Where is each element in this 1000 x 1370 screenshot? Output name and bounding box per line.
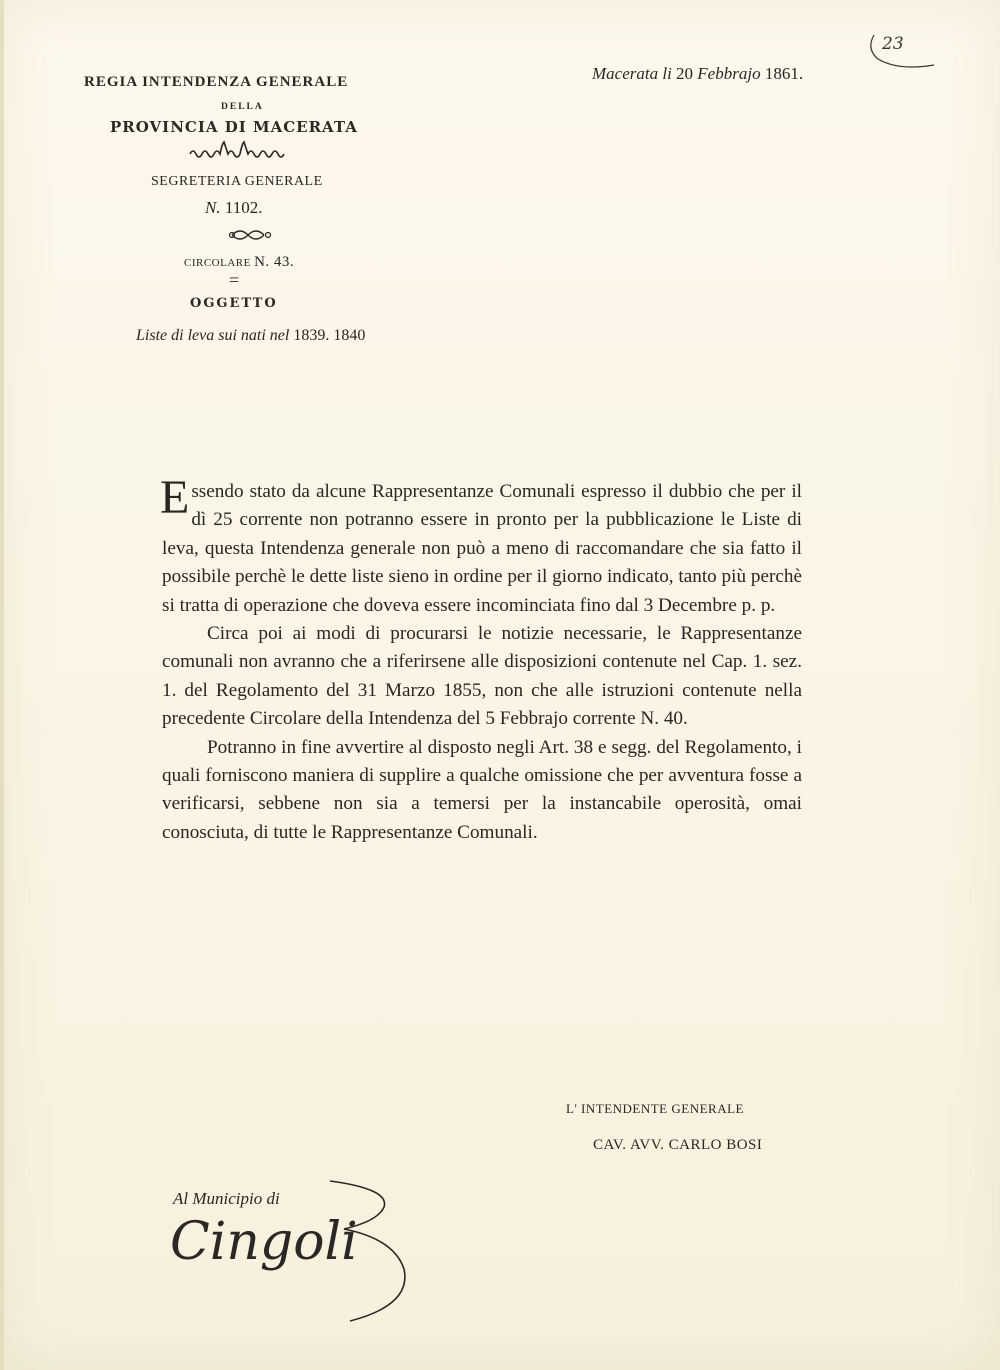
paragraph-1-text: ssendo stato da alcune Rappresentanze Comunali espresso il dubbio che per il dì 25 corrente non potranno essere in pronto per la pubblicazione le Liste di leva, questa Intendenza generale non può a meno di raccomandare che sia fatto il possibile perchè le dette liste sieno in ordine per il giorno indicato, tanto più perchè si tratta di operazione che doveva essere incominciata fino dal 3 Decembre p. p. (162, 481, 802, 616)
signatory-name: CAV. AVV. CARLO BOSI (593, 1137, 763, 1153)
handwritten-municipality: Cingoli (170, 1212, 358, 1272)
date-place: Macerata li (592, 64, 672, 83)
paragraph-1 (160, 471, 802, 620)
secretariat-label: SEGRETERIA GENERALE (151, 174, 323, 189)
subject-line (136, 327, 365, 345)
protocol-number (205, 198, 262, 218)
subject-text: Liste di leva sui nati nel (136, 327, 290, 344)
addressee-label: Al Municipio di (173, 1189, 280, 1208)
circular-label: CIRCOLARE (184, 257, 251, 269)
protocol-number-value: 1102. (224, 198, 263, 217)
signatory-role: L' INTENDENTE GENERALE (566, 1101, 744, 1116)
paragraph-2: Circa poi ai modi di procurarsi le notizie necessarie, le Rappresentanze comunali non avranno che a riferirsene alle disposizioni contenute nel Cap. 1. sez. 1. del Regolamento del 31 Marzo 1855, non che alle istruzioni contenute nella precedente Circolare della Intendenza del 5 Febbrajo corrente N. 40. (162, 623, 802, 730)
separator-equals: = (229, 270, 240, 290)
issuer-title: REGIA INTENDENZA GENERALE (84, 74, 349, 90)
scroll-ornament (228, 226, 272, 244)
issuer-province: PROVINCIA DI MACERATA (110, 118, 358, 136)
date-line (592, 64, 803, 84)
subject-years: 1839. 1840 (293, 327, 366, 344)
issuer-della: DELLA (221, 102, 264, 112)
circular-number (184, 254, 294, 271)
object-label: OGGETTO (190, 296, 278, 311)
drop-cap: E (160, 471, 190, 524)
letter-body (160, 471, 802, 847)
date-month: Febbrajo (697, 64, 761, 83)
protocol-number-label: N. (205, 198, 221, 217)
circular-n: N. 43. (254, 254, 295, 270)
date-year: 1861. (764, 64, 804, 83)
flourish-ornament (188, 140, 308, 164)
date-day: 20 (676, 64, 694, 83)
paper-edge (0, 0, 4, 1370)
archive-number: 23 (882, 34, 904, 54)
paragraph-3: Potranno in fine avvertire al disposto negli Art. 38 e segg. del Regolamento, i quali forniscono maniera di supplire a qualche omissione che per avventura fosse a verificarsi, sebbene non sia a temersi per la instancabile operosità, omai conosciuta, di tutte le Rappresentanze Comunali. (162, 736, 802, 843)
archive-number-mark (860, 25, 940, 75)
